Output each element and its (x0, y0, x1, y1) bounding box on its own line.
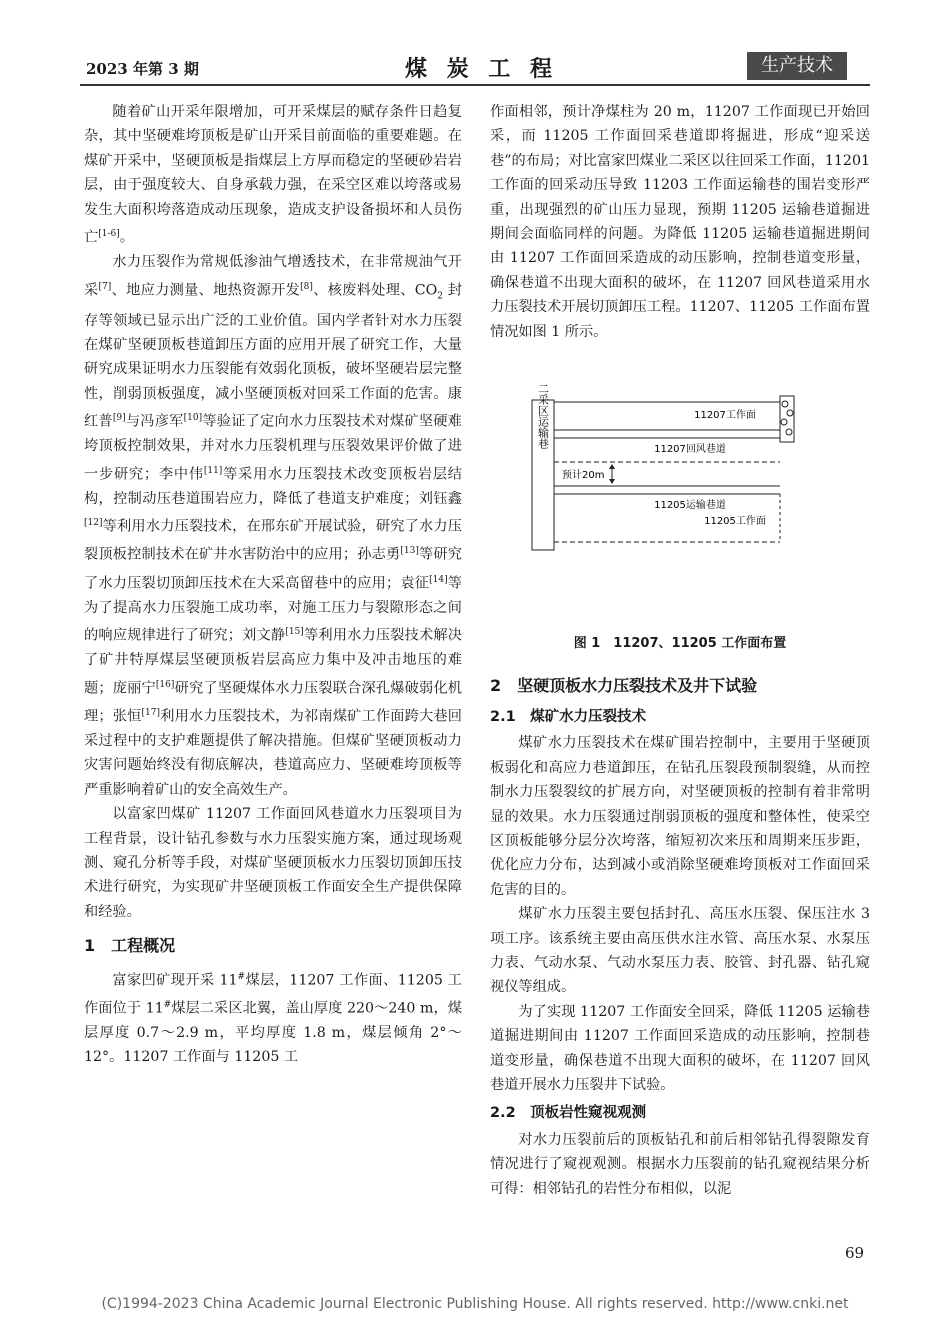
paragraph-observation: 对水力压裂前后的顶板钻孔和前后相邻钻孔得裂隙发育情况进行了窥视观测。根据水力压裂前的钻孔窥视结果分析可得：相邻钻孔的岩性分布相似，以泥 (490, 1131, 870, 1197)
citation: [8] (300, 281, 313, 292)
copyright-notice: (C)1994-2023 China Academic Journal Electronic Publishing House. All rights reserved. http://www.cnki.net (101, 1296, 849, 1312)
subsection-heading-2-1: 2.1 煤矿水力压裂技术 (490, 708, 647, 725)
overview-text: 煤层二采区北翼，盖山厚度 220～240 m，煤层厚度 0.7～2.9 m，平均厚度 1.8 m，煤层倾角 2°～12°。11207 工作面与 11205 工 (84, 1000, 462, 1066)
paragraph-intro (84, 100, 462, 250)
section-heading-1: 1 工程概况 (84, 936, 176, 956)
left-column (84, 100, 462, 1070)
review-text: 等为了提高水力压裂施工成功率，对施工压力与裂隙形态之间的响应规律进行了研究；刘文静 (84, 575, 462, 644)
arrow-head-up (609, 464, 615, 469)
intro-end: 。 (119, 229, 134, 246)
review-text: 等利用水力压裂技术，在邢东矿开展试验，研究了水力压裂顶板控制技术在矿井水害防治中的应用；孙志勇 (84, 519, 462, 564)
citation: [10] (183, 413, 203, 424)
label-haulage-11205: 11205运输巷道 (654, 500, 726, 512)
review-text: 与冯彦军 (125, 413, 184, 430)
review-text: 封存等领域已显示出广泛的工业价值。国内学者针对水力压裂在煤矿坚硬顶板巷道卸压方面的应用开展了研究工作，大量研究成果证明水力压裂能有效弱化顶板，破坏坚硬岩层完整性，削弱顶板强度，减小坚硬顶板对回采工作面的危害。康红普 (84, 282, 462, 430)
paragraph-overview (84, 965, 462, 1070)
citation: [16] (155, 679, 175, 690)
citation: [17] (141, 707, 161, 718)
paragraph-review (84, 250, 462, 802)
label-face-11207: 11207工作面 (694, 410, 756, 422)
paragraph-technique: 煤矿水力压裂技术在煤矿围岩控制中，主要用于坚硬顶板弱化和高应力巷道卸压，在钻孔压裂段预制裂缝，从而控制水力压裂裂纹的扩展方向，对坚硬顶板的控制有着非常明显的效果。水力压裂通过削弱顶板的强度和整体性，使采空区顶板能够分层分次垮落，缩短初次来压和周期来压步距，优化应力分布，达到减小或消除坚硬难垮顶板对工作面回采危害的目的。 (490, 735, 870, 898)
side-label: 二采区运输巷 (536, 383, 550, 450)
review-text: 等采用水力压裂技术改变顶板岩层结构，控制动压巷道围岩应力，降低了巷道支护难度；刘钰鑫 (84, 466, 462, 507)
review-text: 等验证了定向水力压裂技术对煤矿坚硬难垮顶板控制效果，并对水力压裂机理与压裂效果评价做了进一步研究；李中伟 (84, 413, 462, 483)
review-text: 研究了坚硬煤体水力压裂联合深孔爆破弱化机理；张恒 (84, 680, 462, 725)
section-heading-2: 2 坚硬顶板水力压裂技术及井下试验 (490, 676, 758, 696)
review-text: 等利用水力压裂技术解决了矿井特厚煤层坚硬顶板岩层高应力集中及冲击地压的难题；庞丽宁 (84, 627, 462, 697)
label-pillar: 预计20m (562, 470, 605, 482)
review-text: 水力压裂作为常规低渗油气增透技术，在非常规油气开采 (84, 254, 462, 299)
header-rule (80, 84, 870, 86)
superscript: # (163, 999, 172, 1010)
overview-text: 富家凹矿现开采 11 (112, 972, 238, 989)
review-text: 利用水力压裂技术，为祁南煤矿工作面跨大巷回采过程中的支护难题提供了解决措施。但煤矿坚硬顶板动力灾害问题始终没有彻底解决，巷道高应力、坚硬难垮顶板等严重影响着矿山的安全高效生产。 (84, 708, 462, 798)
paragraph-scope: 以富家凹煤矿 11207 工作面回风巷道水力压裂项目为工程背景，设计钻孔参数与水力压裂实施方案，通过现场观测、窥孔分析等手段，对煤矿坚硬顶板水力压裂切顶卸压技术进行研究，为实现矿井坚硬顶板工作面安全生产提供保障和经验。 (84, 806, 462, 920)
figure-layout (490, 358, 870, 628)
citation: [13] (400, 546, 419, 557)
review-text: 等研究了水力压裂切顶卸压技术在大采高留巷中的应用；袁征 (84, 547, 462, 592)
citation: [1-6] (98, 229, 120, 240)
column-badge: 生产技术 (747, 52, 847, 80)
review-text: 、核废料处理、CO (312, 282, 438, 299)
paragraph-overview-cont: 作面相邻，预计净煤柱为 20 m，11207 工作面现已开始回采，而 11205 工作面回采巷道即将掘进，形成“迎采送巷”的布局；对比富家凹煤业二采区以往回采工作面，11201 工作面的回采动压导致 11203 工作面运输巷的围岩变形严重，出现强烈的矿山压力显现，预期 11205 运输巷道掘进期间会面临同样的问题。为降低 11205 运输巷道掘进期间由 11207 工作面回采造成的动压影响，控制巷道变形量，确保巷道不出现大面积的破坏，在 11207 回风巷道采用水力压裂技术开展切顶卸压工程。11207、11205 工作面布置情况如图 1 所示。 (490, 104, 870, 340)
paragraph-system: 煤矿水力压裂主要包括封孔、高压水压裂、保压注水 3 项工序。该系统主要由高压供水注水管、高压水泵、水泵压力表、气动水泵、气动水泵压力表、胶管、封孔器、钻孔窥视仪等组成。 (490, 906, 870, 996)
superscript: # (237, 971, 246, 982)
citation: [9] (112, 413, 126, 424)
citation: [12] (84, 518, 103, 529)
subsection-heading-2-2: 2.2 顶板岩性窥视观测 (490, 1105, 647, 1122)
figure-svg (490, 358, 870, 628)
intro-text: 随着矿山开采年限增加，可开采煤层的赋存条件日趋复杂，其中坚硬难垮顶板是矿山开采目前面临的重要难题。在煤矿开采中，坚硬顶板是指煤层上方厚而稳定的坚硬砂岩岩层，由于强度较大、自身承载力强，在采空区难以垮落或易发生大面积垮落造成动压现象，造成支护设备损坏和人员伤亡 (84, 104, 462, 246)
citation: [7] (98, 281, 112, 292)
citation: [11] (203, 465, 223, 476)
subscript: 2 (437, 291, 443, 302)
citation: [15] (285, 627, 304, 638)
page-number: 69 (845, 1244, 865, 1262)
arrow-head-down (609, 479, 615, 484)
label-face-11205: 11205工作面 (704, 516, 766, 528)
paragraph-trial: 为了实现 11207 工作面安全回采，降低 11205 运输巷道掘进期间由 11207 工作面回采造成的动压影响，控制巷道变形量，确保巷道不出现大面积的破坏，在 11207 回风巷道开展水力压裂井下试验。 (490, 1003, 870, 1093)
issue-label: 2023 年第 3 期 (86, 60, 199, 78)
figure-caption: 图 1 11207、11205 工作面布置 (573, 636, 787, 652)
citation: [14] (429, 574, 448, 585)
review-text: 、地应力测量、地热资源开发 (111, 282, 301, 299)
overview-text: 煤层，11207 工作面、11205 工作面位于 11 (84, 972, 462, 1017)
label-airway-11207: 11207回风巷道 (654, 444, 726, 456)
right-column (490, 100, 870, 1201)
journal-title: 煤 炭 工 程 (405, 56, 558, 82)
